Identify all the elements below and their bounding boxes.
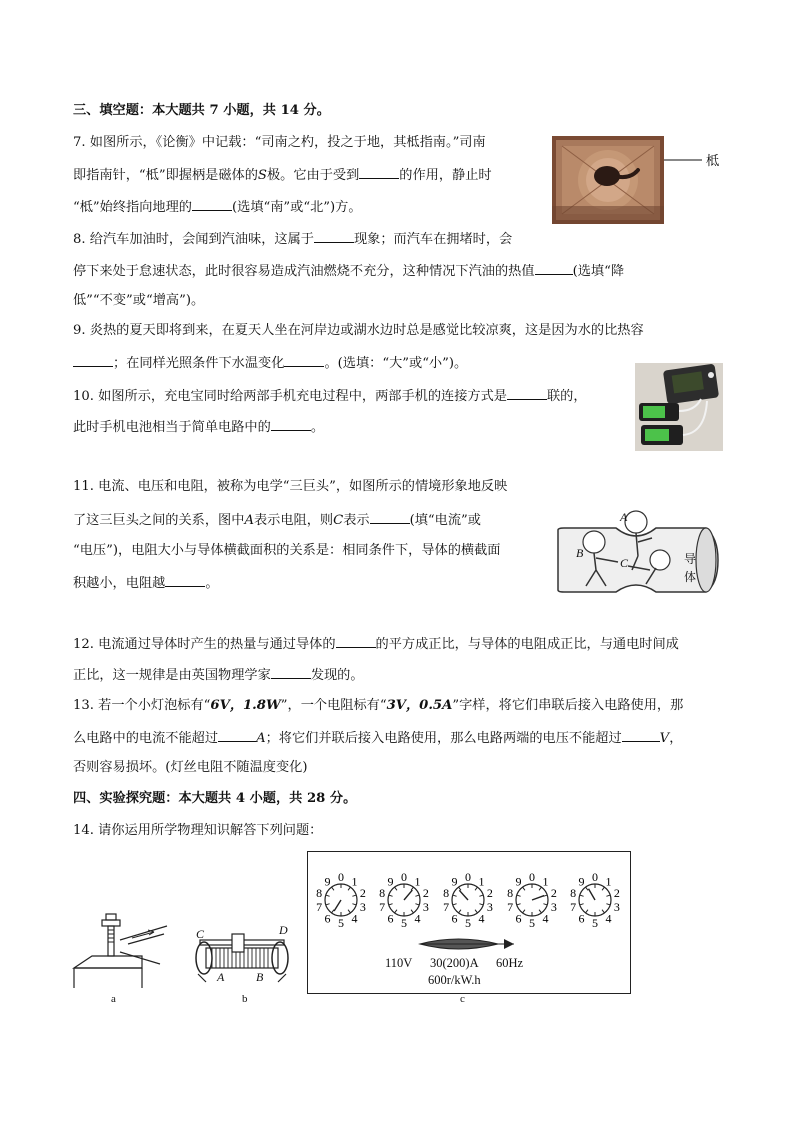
q13-line-3: 否则容易损坏。(灯丝电阻不随温度变化) [73, 760, 308, 775]
dial-digit: 4 [542, 911, 549, 926]
rheostat-label-d: D [279, 923, 288, 937]
dial-digit: 1 [542, 874, 549, 889]
section-3-heading: 三、填空题：本大题共 7 小题，共 14 分。 [73, 103, 330, 118]
dial-digit: 3 [422, 900, 429, 915]
dial-digit: 4 [605, 911, 612, 926]
figure-c-caption: c [460, 993, 465, 1005]
dial-digit: 3 [613, 900, 620, 915]
meter-voltage: 110V [385, 956, 413, 970]
dial-digit: 4 [414, 911, 421, 926]
q11-blank-1[interactable] [370, 510, 410, 524]
q10-blank-1[interactable] [507, 386, 547, 400]
dial-digit: 8 [443, 885, 450, 900]
dial-digit: 5 [401, 916, 407, 930]
q7-line-2: 即指南针，“柢”即握柄是磁体的S极。它由于受到 的作用，静止时 [73, 165, 492, 185]
q11-line-2: 了这三巨头之间的关系，图中A表示电阻，则C表示 (填“电流”或 [73, 510, 481, 530]
q12-blank-1[interactable] [336, 634, 376, 648]
dial-digit: 9 [387, 874, 394, 889]
rheostat-label-c: C [196, 927, 205, 941]
q13-blank-2[interactable] [622, 728, 660, 742]
meter-constant: 600r/kW.h [428, 973, 481, 987]
q13-line-2: 么电路中的电流不能超过 A；将它们并联后接入电路使用，那么电路两端的电压不能超过 V， [73, 728, 682, 748]
dial-digit: 3 [550, 900, 557, 915]
q11-blank-2[interactable] [165, 573, 205, 587]
dial-digit: 4 [351, 911, 358, 926]
meter-dial-5 [570, 870, 620, 930]
dial-digit: 7 [316, 900, 323, 915]
meter-dial-4 [507, 870, 557, 930]
dial-digit: 6 [515, 911, 522, 926]
dial-digit: 2 [550, 885, 557, 900]
figure-label-a: A [620, 510, 628, 524]
q12-line-2: 正比，这一规律是由英国物理学家 发现的。 [73, 665, 364, 685]
rotating-disc-arrow [418, 936, 518, 952]
dial-digit: 5 [465, 916, 471, 930]
dial-digit: 8 [379, 885, 386, 900]
dial-digit: 3 [359, 900, 366, 915]
q12-blank-2[interactable] [271, 665, 311, 679]
dial-digit: 7 [443, 900, 450, 915]
q9-line-1: 9. 炎热的夏天即将到来，在夏天人坐在河岸边或湖水边时总是感觉比较凉爽，这是因为水的比热容 [73, 323, 644, 338]
meter-frequency: 60Hz [496, 956, 524, 970]
conductor-label-1: 导 [684, 552, 697, 566]
q9-blank-2[interactable] [284, 353, 324, 367]
dial-digit: 5 [592, 916, 598, 930]
rheostat-label-a: A [217, 970, 225, 984]
dial-digit: 3 [486, 900, 493, 915]
meter-dial-1 [316, 870, 366, 930]
dial-digit: 2 [613, 885, 620, 900]
dial-digit: 6 [578, 911, 585, 926]
conductor-label-2: 体 [684, 570, 697, 584]
q8-line-2: 停下来处于怠速状态，此时很容易造成汽油燃烧不充分，这种情况下汽油的热值 (选填“降 [73, 261, 624, 281]
dial-digit: 8 [570, 885, 577, 900]
q7-line-3: “柢”始终指向地理的 (选填“南”或“北”)方。 [73, 197, 362, 217]
dial-digit: 2 [359, 885, 366, 900]
dial-digit: 0 [338, 870, 344, 884]
dial-digit: 0 [401, 870, 407, 884]
dial-pointer [334, 900, 341, 911]
dial-digit: 0 [592, 870, 598, 884]
meter-dials [308, 852, 630, 942]
dial-digit: 5 [529, 916, 535, 930]
dial-digit: 7 [570, 900, 577, 915]
q12-line-1: 12. 电流通过导体时产生的热量与通过导体的 的平方成正比，与导体的电阻成正比，与通电时间成 [73, 634, 679, 654]
dial-digit: 8 [316, 885, 323, 900]
spoon-handle-label: 柢 [706, 154, 720, 169]
figure-a-caption: a [111, 993, 116, 1005]
electric-meter-panel [307, 851, 631, 994]
q9-blank-1[interactable] [73, 353, 113, 367]
dial-digit: 7 [507, 900, 514, 915]
dial-digit: 1 [478, 874, 485, 889]
q11-line-4: 积越小，电阻越 。 [73, 573, 219, 593]
q13-line-1: 13. 若一个小灯泡标有“6V，1.8W”，一个电阻标有“3V，0.5A”字样，将它们串联后接入电路使用，那 [73, 698, 684, 713]
meter-current: 30(200)A [430, 956, 479, 970]
q8-blank-1[interactable] [314, 229, 354, 243]
q10-line-2: 此时手机电池相当于简单电路中的 。 [73, 417, 324, 437]
dial-digit: 6 [451, 911, 458, 926]
dial-digit: 9 [324, 874, 331, 889]
q8-line-1: 8. 给汽车加油时，会闻到汽油味，这属于 现象；而汽车在拥堵时，会 [73, 229, 512, 249]
dial-digit: 8 [507, 885, 514, 900]
label-pointer-line [664, 154, 704, 166]
q11-line-1: 11. 电流、电压和电阻，被称为电学“三巨头”，如图所示的情境形象地反映 [73, 479, 508, 494]
figure-b-rheostat [192, 928, 292, 986]
dial-pointer [589, 889, 596, 900]
q9-line-2: ；在同样光照条件下水温变化 。(选填：“大”或“小”)。 [73, 353, 467, 373]
q10-line-1: 10. 如图所示，充电宝同时给两部手机充电过程中，两部手机的连接方式是 联的， [73, 386, 587, 406]
dial-digit: 9 [451, 874, 458, 889]
dial-digit: 1 [605, 874, 612, 889]
dial-digit: 4 [478, 911, 485, 926]
figure-label-c: C [620, 556, 629, 570]
q7-blank-2[interactable] [192, 197, 232, 211]
dial-digit: 6 [387, 911, 394, 926]
q7-blank-1[interactable] [359, 165, 399, 179]
dial-pointer [532, 896, 544, 900]
q14-line-1: 14. 请你运用所学物理知识解答下列问题： [73, 823, 323, 838]
dial-digit: 0 [529, 870, 535, 884]
dial-digit: 7 [379, 900, 386, 915]
compass-spoon-figure [552, 136, 664, 224]
dial-digit: 6 [324, 911, 331, 926]
figure-label-b: B [576, 546, 584, 560]
dial-digit: 2 [422, 885, 429, 900]
section-4-heading: 四、实验探究题：本大题共 4 小题，共 28 分。 [73, 791, 357, 806]
q10-blank-2[interactable] [271, 417, 311, 431]
q8-line-3: 低”“不变”或“增高”)。 [73, 293, 205, 308]
dial-digit: 9 [578, 874, 585, 889]
q11-line-3: “电压”)，电阻大小与导体横截面积的关系是：相同条件下，导体的横截面 [73, 543, 501, 558]
q7-line-1: 7. 如图所示，《论衡》中记载：“司南之杓，投之于地，其柢指南。”司南 [73, 135, 486, 150]
dial-digit: 9 [515, 874, 522, 889]
dial-digit: 1 [414, 874, 421, 889]
figure-b-caption: b [242, 993, 248, 1005]
q8-blank-2[interactable] [535, 261, 573, 275]
dial-pointer [459, 890, 468, 900]
rheostat-label-b: B [256, 970, 264, 984]
q13-blank-1[interactable] [218, 728, 256, 742]
dial-digit: 5 [338, 916, 344, 930]
figure-a-apparatus [72, 912, 172, 992]
meter-dial-2 [379, 870, 429, 930]
dial-pointer [404, 890, 412, 900]
meter-dial-3 [443, 870, 493, 930]
dial-digit: 0 [465, 870, 471, 884]
power-bank-figure [635, 363, 723, 451]
dial-digit: 2 [486, 885, 493, 900]
dial-digit: 1 [351, 874, 358, 889]
